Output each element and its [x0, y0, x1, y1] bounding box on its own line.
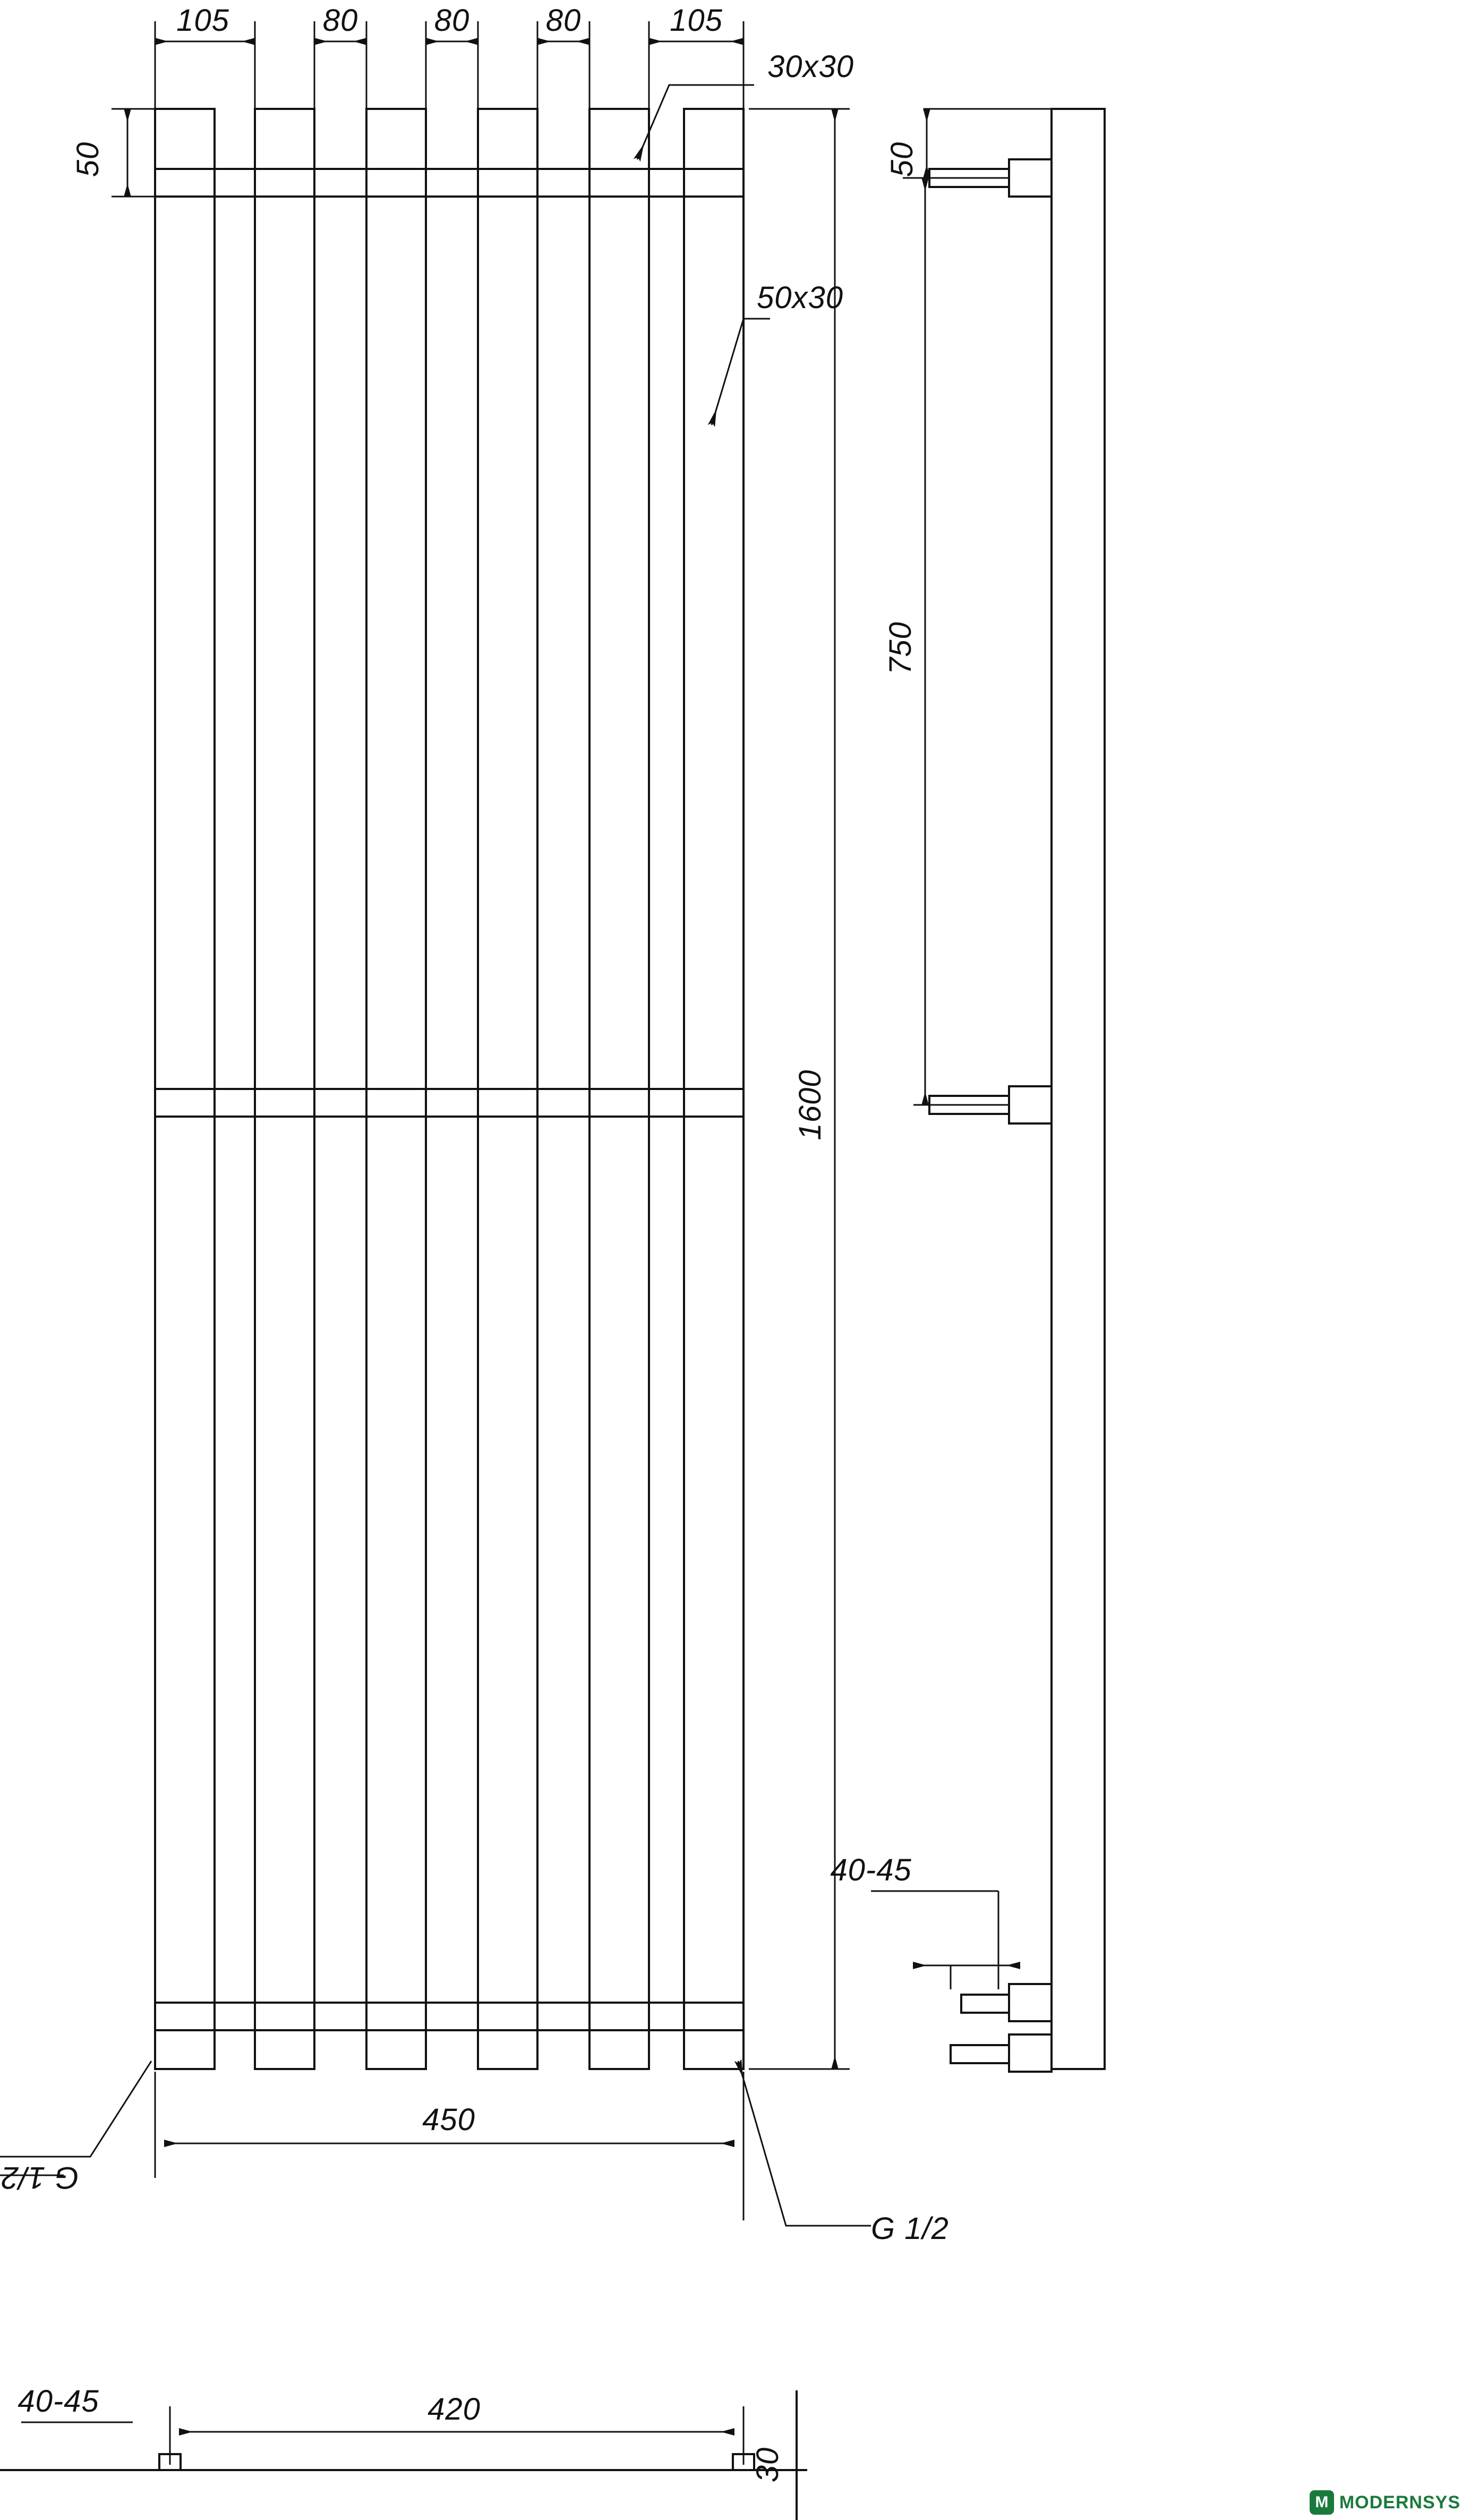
dim-total-height-1600: 1600	[793, 1069, 827, 1140]
label-tube-section: 30x30	[767, 49, 854, 84]
front-view-collectors	[155, 169, 743, 2030]
dimension-bracket-spacing	[913, 178, 1009, 1105]
dim-wall-distance: 40-45	[830, 1853, 912, 1887]
dim-105-right: 105	[670, 3, 723, 38]
side-view-connections	[929, 159, 1052, 2072]
brand-mark-icon: M	[1310, 2490, 1334, 2515]
dim-mount-height-30: 30	[750, 2447, 785, 2483]
label-thread-right: G 1/2	[871, 2211, 949, 2246]
dim-top-offset-50: 50	[71, 141, 105, 177]
dim-80-c: 80	[545, 3, 582, 38]
leader-thread-left	[0, 2061, 151, 2175]
brand-wordmark: MODERNSYS	[1339, 2492, 1460, 2513]
label-thread-left: G 1/2	[1, 2160, 79, 2195]
dim-wall-distance-bottom: 40-45	[18, 2384, 99, 2419]
dimension-wall-distance	[871, 1891, 1020, 1989]
side-view-body	[1052, 109, 1105, 2069]
dim-105-left: 105	[176, 3, 229, 38]
brand-watermark	[1310, 2490, 1460, 2515]
dim-80-a: 80	[322, 3, 358, 38]
leader-thread-right	[738, 2061, 871, 2226]
label-collector-section: 50x30	[757, 280, 844, 315]
dimension-overall-width	[155, 2072, 743, 2220]
dim-mount-spacing-420: 420	[428, 2392, 481, 2427]
dim-80-b: 80	[434, 3, 470, 38]
dim-overall-width-450: 450	[422, 2102, 475, 2137]
dim-bracket-spacing-750: 750	[883, 622, 918, 675]
dim-side-top-offset-50: 50	[885, 141, 919, 177]
dimension-top-offset-left	[112, 109, 159, 197]
bottom-plan-view	[0, 2390, 807, 2520]
dimension-labels	[1, 3, 949, 2482]
